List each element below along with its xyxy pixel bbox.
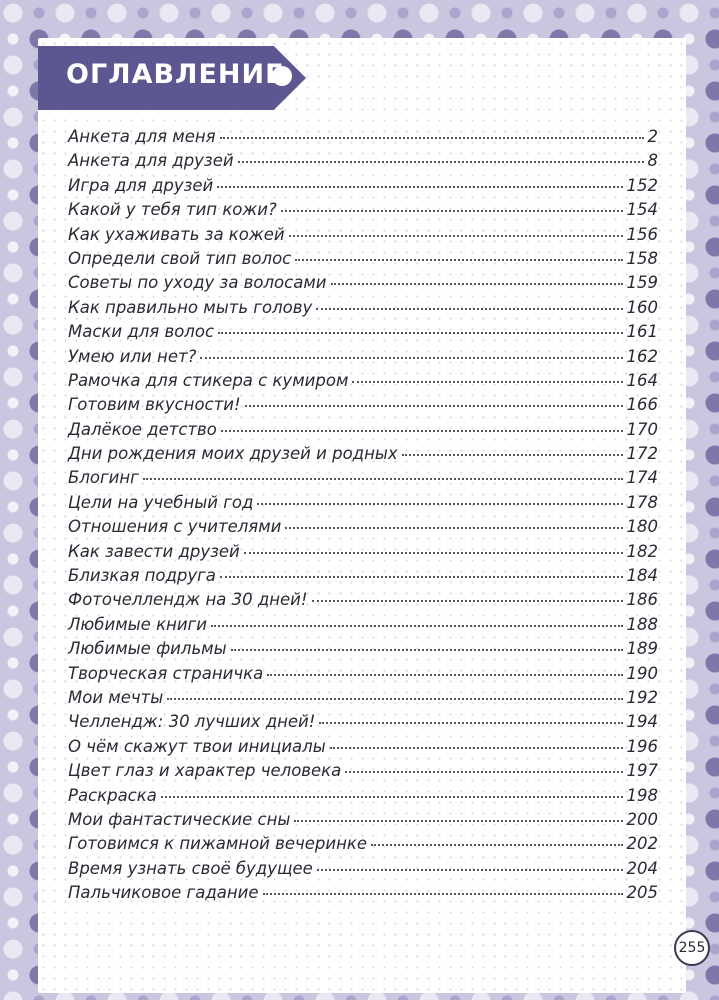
toc-entry-title: Любимые книги	[68, 614, 207, 634]
toc-entry-title: Близкая подруга	[68, 566, 216, 586]
toc-entry-title: Готовим вкусности!	[68, 395, 241, 415]
dot-leader	[220, 576, 623, 578]
toc-entry-page: 182	[626, 541, 658, 561]
toc-entry-title: Рамочка для стикера с кумиром	[68, 370, 349, 390]
table-of-contents	[68, 127, 658, 908]
dot-leader	[317, 869, 623, 871]
toc-entry[interactable]	[68, 225, 658, 249]
toc-entry-page: 172	[626, 444, 658, 464]
toc-entry[interactable]	[68, 834, 658, 858]
toc-entry[interactable]	[68, 347, 658, 371]
toc-entry[interactable]	[68, 127, 658, 151]
toc-entry-title: О чём скажут твои инициалы	[68, 736, 326, 756]
dot-leader	[402, 454, 623, 456]
toc-entry-title: Цели на учебный год	[68, 492, 254, 512]
dot-leader	[345, 771, 622, 773]
toc-entry[interactable]	[68, 859, 658, 883]
toc-entry[interactable]	[68, 615, 658, 639]
toc-entry-page: 204	[626, 858, 658, 878]
dot-leader	[221, 430, 623, 432]
dot-leader	[285, 527, 622, 529]
toc-entry[interactable]	[68, 151, 658, 175]
dot-leader	[289, 235, 623, 237]
toc-entry-page: 205	[626, 883, 658, 903]
toc-entry-page: 190	[626, 663, 658, 683]
toc-entry-page: 189	[626, 639, 658, 659]
toc-entry-page: 164	[626, 370, 658, 390]
dot-leader	[161, 796, 623, 798]
toc-entry[interactable]	[68, 639, 658, 663]
dot-leader	[143, 478, 623, 480]
toc-entry-title: Анкета для друзей	[68, 151, 234, 171]
toc-entry[interactable]	[68, 420, 658, 444]
toc-entry-page: 160	[626, 297, 658, 317]
toc-entry[interactable]	[68, 371, 658, 395]
toc-entry-title: Время узнать своё будущее	[68, 858, 313, 878]
toc-entry-page: 159	[626, 273, 658, 293]
toc-entry-title: Советы по уходу за волосами	[68, 273, 327, 293]
toc-entry[interactable]	[68, 712, 658, 736]
dot-leader	[281, 210, 623, 212]
dot-leader	[244, 552, 623, 554]
toc-entry-title: Пальчиковое гадание	[68, 883, 259, 903]
toc-entry[interactable]	[68, 200, 658, 224]
toc-entry[interactable]	[68, 468, 658, 492]
toc-entry-page: 2	[647, 127, 658, 146]
dot-leader	[167, 698, 622, 700]
toc-entry[interactable]	[68, 883, 658, 907]
dot-leader	[316, 308, 622, 310]
toc-entry-page: 174	[626, 468, 658, 488]
toc-entry[interactable]	[68, 517, 658, 541]
toc-entry-title: Анкета для меня	[68, 127, 216, 146]
toc-entry[interactable]	[68, 542, 658, 566]
toc-entry-title: Готовимся к пижамной вечеринке	[68, 834, 368, 854]
toc-entry-page: 8	[647, 151, 658, 171]
dot-leader	[211, 625, 623, 627]
toc-entry[interactable]	[68, 273, 658, 297]
dot-leader	[231, 649, 623, 651]
toc-entry-page: 184	[626, 566, 658, 586]
toc-entry-title: Какой у тебя тип кожи?	[68, 200, 277, 220]
toc-entry-title: Дни рождения моих друзей и родных	[68, 444, 398, 464]
toc-entry-title: Раскраска	[68, 785, 157, 805]
dot-leader	[245, 405, 623, 407]
dot-leader	[295, 259, 622, 261]
toc-entry-title: Фоточеллендж на 30 дней!	[68, 590, 308, 610]
toc-entry[interactable]	[68, 176, 658, 200]
toc-entry-title: Блогинг	[68, 468, 139, 488]
toc-entry-page: 197	[626, 761, 658, 781]
toc-entry[interactable]	[68, 493, 658, 517]
dot-leader	[263, 893, 623, 895]
dot-leader	[352, 381, 622, 383]
toc-entry-page: 200	[626, 809, 658, 829]
toc-entry-title: Маски для волос	[68, 322, 215, 342]
toc-entry-page: 154	[626, 200, 658, 220]
toc-entry[interactable]	[68, 590, 658, 614]
dot-leader	[238, 161, 644, 163]
toc-entry-page: 166	[626, 395, 658, 415]
toc-entry[interactable]	[68, 737, 658, 761]
toc-entry-page: 158	[626, 248, 658, 268]
toc-entry-title: Челлендж: 30 лучших дней!	[68, 712, 316, 732]
toc-entry[interactable]	[68, 444, 658, 468]
toc-entry-page: 202	[626, 834, 658, 854]
toc-entry-title: Игра для друзей	[68, 175, 214, 195]
dot-leader	[319, 722, 622, 724]
toc-entry-page: 161	[626, 322, 658, 342]
toc-entry[interactable]	[68, 786, 658, 810]
toc-entry-page: 170	[626, 419, 658, 439]
dot-leader	[331, 283, 623, 285]
page-title: ОГЛАВЛЕНИЕ	[66, 59, 285, 90]
toc-entry-page: 188	[626, 614, 658, 634]
toc-entry-title: Мои мечты	[68, 687, 164, 707]
dot-leader	[294, 820, 622, 822]
toc-entry-page: 180	[626, 517, 658, 537]
toc-entry[interactable]	[68, 810, 658, 834]
toc-entry[interactable]	[68, 566, 658, 590]
toc-entry-title: Умею или нет?	[68, 346, 197, 366]
dot-leader	[330, 747, 623, 749]
dot-leader	[371, 844, 622, 846]
toc-entry-page: 186	[626, 590, 658, 610]
toc-entry-page: 198	[626, 785, 658, 805]
dot-leader	[200, 357, 622, 359]
toc-entry-page: 152	[626, 175, 658, 195]
toc-entry-page: 162	[626, 346, 658, 366]
toc-entry[interactable]	[68, 395, 658, 419]
toc-entry[interactable]	[68, 249, 658, 273]
toc-entry-title: Далёкое детство	[68, 419, 217, 439]
toc-entry-title: Как завести друзей	[68, 541, 240, 561]
toc-entry-page: 178	[626, 492, 658, 512]
toc-entry-page: 196	[626, 736, 658, 756]
dot-leader	[218, 332, 622, 334]
toc-entry[interactable]	[68, 688, 658, 712]
toc-entry-title: Как правильно мыть голову	[68, 297, 313, 317]
toc-entry[interactable]	[68, 298, 658, 322]
toc-entry[interactable]	[68, 761, 658, 785]
dot-leader	[312, 600, 623, 602]
toc-entry-title: Отношения с учителями	[68, 517, 282, 537]
toc-entry-title: Творческая страничка	[68, 663, 264, 683]
toc-entry-page: 192	[626, 687, 658, 707]
dot-leader	[220, 137, 644, 139]
toc-entry[interactable]	[68, 322, 658, 346]
toc-entry-title: Определи свой тип волос	[68, 248, 292, 268]
dot-leader	[267, 674, 622, 676]
toc-entry-title: Цвет глаз и характер человека	[68, 761, 342, 781]
page-number-badge: 255	[674, 930, 710, 966]
toc-entry-page: 194	[626, 712, 658, 732]
toc-entry[interactable]	[68, 664, 658, 688]
dot-leader	[257, 503, 622, 505]
toc-entry-title: Мои фантастические сны	[68, 809, 291, 829]
toc-entry-page: 156	[626, 224, 658, 244]
toc-entry-title: Любимые фильмы	[68, 639, 227, 659]
toc-entry-title: Как ухаживать за кожей	[68, 224, 285, 244]
dot-leader	[217, 186, 622, 188]
